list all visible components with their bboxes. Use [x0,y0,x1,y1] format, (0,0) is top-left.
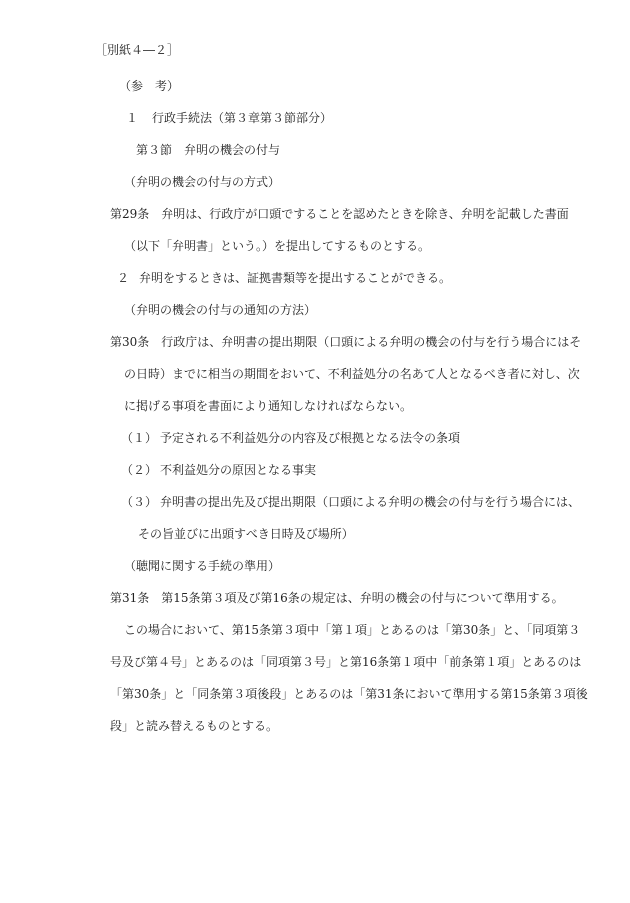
article-30-item-3-text: 弁明書の提出先及び提出期限（口頭による弁明の機会の付与を行う場合には、 [160,495,581,509]
subsection-title: 第３節 弁明の機会の付与 [136,143,281,157]
article-31-para-line-2: 号及び第４号」とあるのは「同項第３号」と第16条第１項中「前条第１項」とあるのは [110,655,582,669]
article-30-line-2: の日時）までに相当の期間をおいて、不利益処分の名あて人となるべき者に対し、次 [124,367,580,381]
article-30-item-3-number: （３） [121,495,158,509]
article-30-item-2-number: （２） [121,463,158,477]
article-30-item-1-number: （１） [121,431,158,445]
reference-label: （参 考） [119,79,180,93]
article-29-line-1: 第29条 弁明は、行政庁が口頭ですることを認めたときを除き、弁明を記載した書面 [110,207,569,221]
article-31-para-line-1: この場合において、第15条第３項中「第１項」とあるのは「第30条」と、「同項第３ [124,623,581,637]
article-30-item-3-continuation: その旨並びに出頭すべき日時及び場所） [138,527,354,541]
article-30-line-3: に掲げる事項を書面により通知しなければならない。 [124,399,413,413]
article-29-para-2-text: 弁明をするときは、証拠書類等を提出することができる。 [139,271,452,285]
article-29-para-2-number: ２ [117,271,130,285]
article-31-caption: （聴聞に関する手続の準用） [124,559,281,573]
article-29-line-2: （以下「弁明書」という。）を提出してするものとする。 [124,239,431,253]
section-number: １ [126,111,139,125]
article-30-line-1: 第30条 行政庁は、弁明書の提出期限（口頭による弁明の機会の付与を行う場合にはそ [110,335,582,349]
attachment-label: ［別紙４―２］ [95,43,180,57]
section-title: 行政手続法（第３章第３節部分） [152,111,333,125]
article-30-caption: （弁明の機会の付与の通知の方法） [124,303,317,317]
article-31-line-1: 第31条 第15条第３項及び第16条の規定は、弁明の機会の付与について準用する。 [110,591,564,605]
article-29-caption: （弁明の機会の付与の方式） [124,175,281,189]
article-30-item-2-text: 不利益処分の原因となる事実 [160,463,317,477]
article-31-para-line-4: 段」と読み替えるものとする。 [110,719,279,733]
article-30-item-1-text: 予定される不利益処分の内容及び根拠となる法令の条項 [160,431,461,445]
article-31-para-line-3: 「第30条」と「同条第３項後段」とあるのは「第31条において準用する第15条第３項後 [110,687,588,701]
